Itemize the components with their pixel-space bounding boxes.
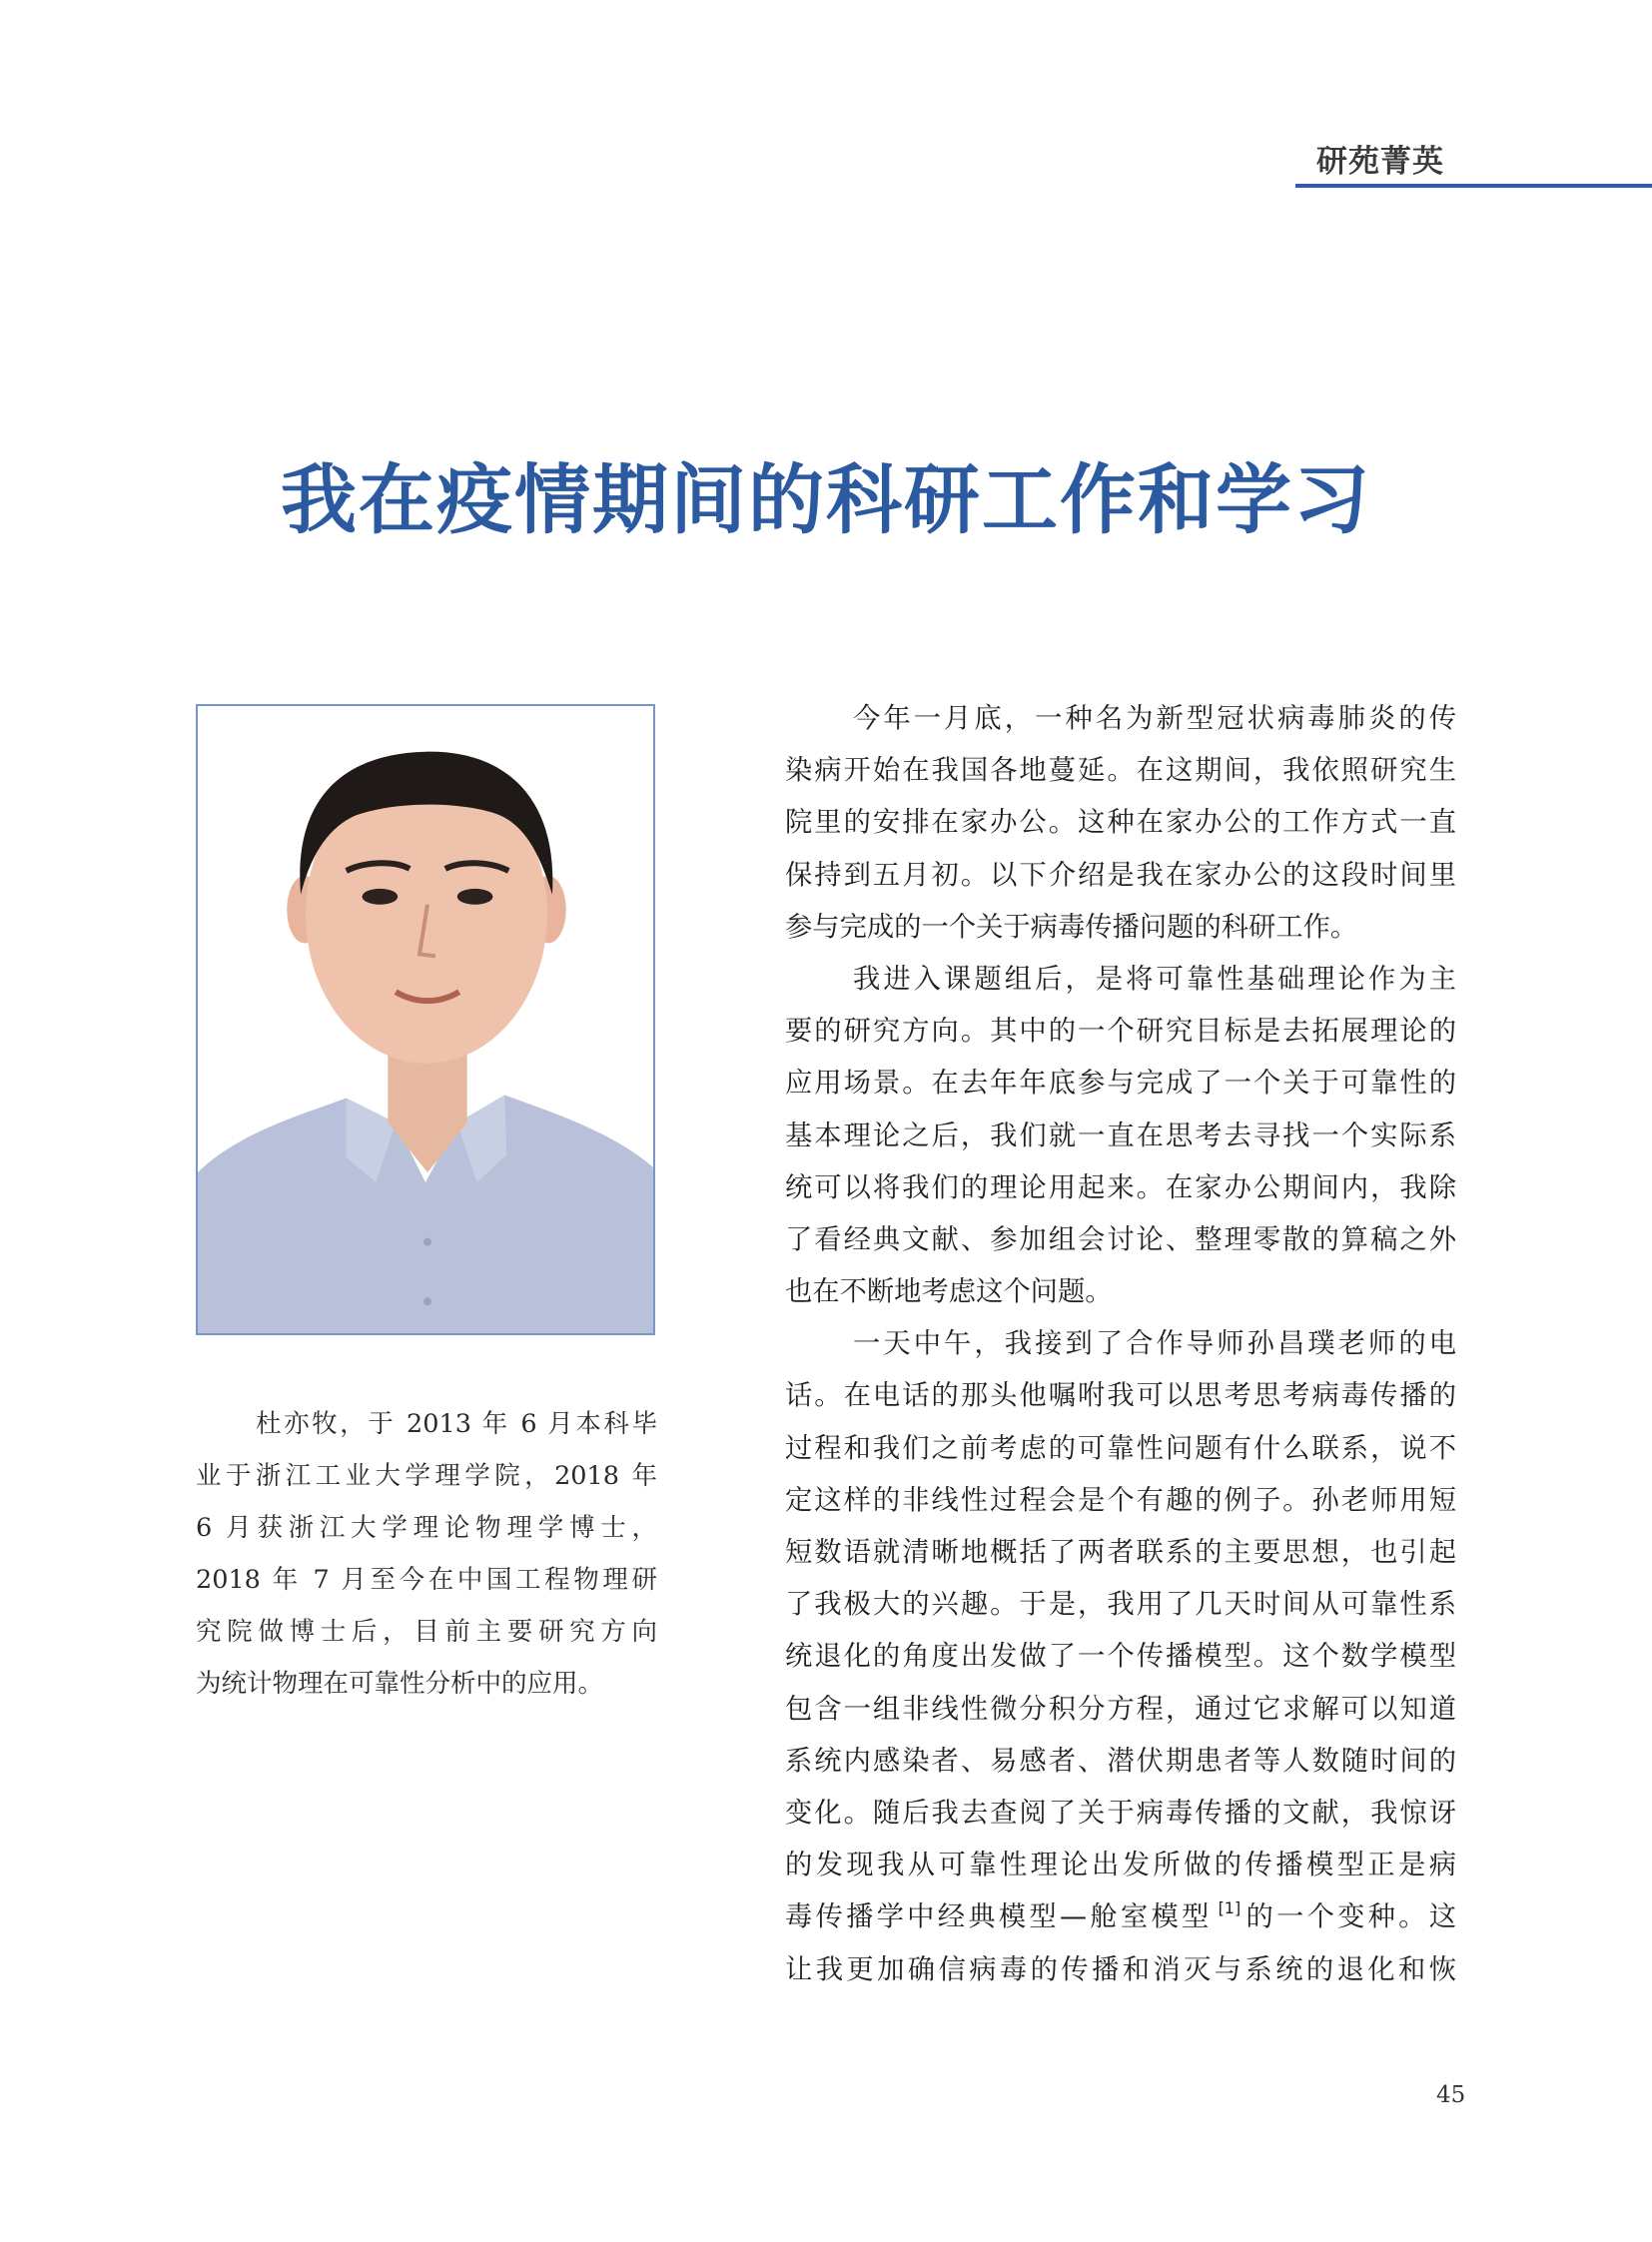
citation-text-before: 毒传播学中经典模型—舱室模型 — [785, 1901, 1213, 1933]
body-line: 参与完成的一个关于病毒传播问题的科研工作。 — [785, 911, 1358, 943]
portrait-icon — [198, 706, 653, 1333]
body-line: 包含一组非线性微分积分方程，通过它求解可以知道 — [785, 1693, 1456, 1725]
bio-line: 究院做博士后，目前主要研究方向 — [196, 1617, 657, 1647]
body-line: 的发现我从可靠性理论出发所做的传播模型正是病 — [785, 1850, 1456, 1881]
body-line: 话。在电话的那头他嘱咐我可以思考思考病毒传播的 — [785, 1380, 1456, 1412]
author-bio — [196, 1398, 657, 1710]
body-line: 了看经典文献、参加组会讨论、整理零散的算稿之外 — [785, 1223, 1456, 1255]
body-line: 变化。随后我去查阅了关于病毒传播的文献，我惊讶 — [785, 1797, 1456, 1829]
citation-reference[interactable]: [1] — [1218, 1898, 1241, 1918]
bio-line: 杜亦牧，于 2013 年 6 月本科毕 — [256, 1409, 657, 1439]
header-rule — [1295, 184, 1652, 188]
body-line: 统可以将我们的理论用起来。在家办公期间内，我除 — [785, 1171, 1456, 1203]
body-line: 过程和我们之前考虑的可靠性问题有什么联系，说不 — [785, 1432, 1456, 1464]
bio-line: 2018 年 7 月至今在中国工程物理研 — [196, 1565, 657, 1595]
body-line: 基本理论之后，我们就一直在思考去寻找一个实际系 — [785, 1120, 1456, 1151]
bio-line: 业于浙江工业大学理学院，2018 年 — [196, 1461, 657, 1491]
body-line-citation — [785, 1891, 1456, 1943]
page-number: 45 — [1436, 2082, 1466, 2108]
body-line: 应用场景。在去年年底参与完成了一个关于可靠性的 — [785, 1068, 1456, 1100]
body-line: 院里的安排在家办公。这种在家办公的工作方式一直 — [785, 807, 1456, 839]
body-line: 我进入课题组后，是将可靠性基础理论作为主 — [853, 963, 1456, 995]
bio-line: 为统计物理在可靠性分析中的应用。 — [196, 1669, 604, 1699]
body-line: 让我更加确信病毒的传播和消灭与系统的退化和恢 — [785, 1953, 1456, 1985]
body-line: 今年一月底，一种名为新型冠状病毒肺炎的传 — [853, 703, 1456, 734]
article-body — [785, 693, 1456, 1996]
portrait-photo — [196, 704, 655, 1335]
body-line: 一天中午，我接到了合作导师孙昌璞老师的电 — [853, 1328, 1456, 1360]
body-line: 了我极大的兴趣。于是，我用了几天时间从可靠性系 — [785, 1589, 1456, 1621]
body-line: 要的研究方向。其中的一个研究目标是去拓展理论的 — [785, 1016, 1456, 1048]
section-header: 研苑菁英 — [1316, 144, 1444, 180]
article-title: 我在疫情期间的科研工作和学习 — [281, 455, 1371, 544]
body-line: 染病开始在我国各地蔓延。在这期间，我依照研究生 — [785, 755, 1456, 787]
bio-line: 6 月获浙江大学理论物理学博士， — [196, 1513, 657, 1543]
body-line: 统退化的角度出发做了一个传播模型。这个数学模型 — [785, 1641, 1456, 1673]
body-line: 定这样的非线性过程会是个有趣的例子。孙老师用短 — [785, 1484, 1456, 1516]
body-line: 系统内感染者、易感者、潜伏期患者等人数随时间的 — [785, 1745, 1456, 1777]
body-line: 短数语就清晰地概括了两者联系的主要思想，也引起 — [785, 1537, 1456, 1568]
body-line: 也在不断地考虑这个问题。 — [785, 1276, 1113, 1308]
body-line: 保持到五月初。以下介绍是我在家办公的这段时间里 — [785, 859, 1456, 891]
citation-text-after: 的一个变种。这 — [1242, 1901, 1457, 1933]
